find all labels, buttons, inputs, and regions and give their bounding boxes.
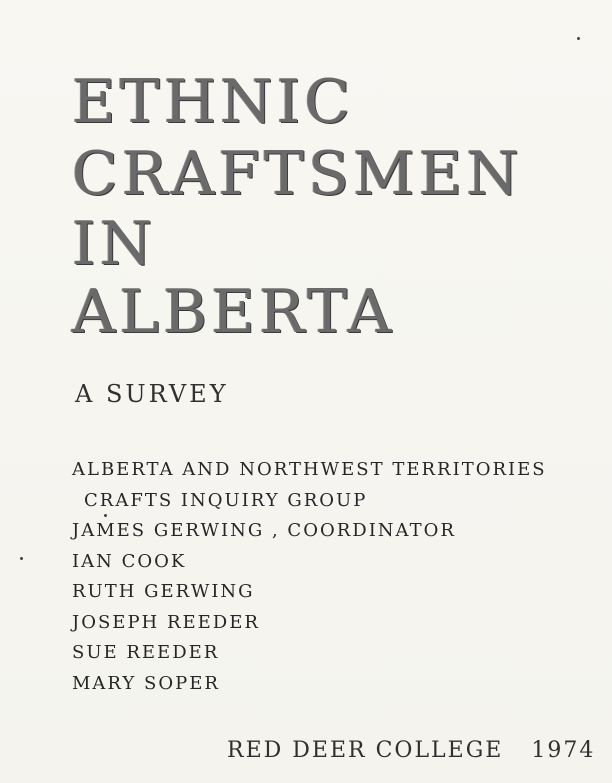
credit-line: CRAFTS INQUIRY GROUP [84, 489, 368, 511]
scan-speck [20, 557, 23, 560]
title-line-2: CRAFTSMEN [72, 139, 523, 209]
credit-line: MARY SOPER [72, 672, 220, 694]
subtitle: A SURVEY [75, 380, 229, 408]
publisher: RED DEER COLLEGE [227, 738, 504, 763]
title-line-3: IN [72, 209, 157, 279]
credit-line: ALBERTA AND NORTHWEST TERRITORIES [72, 459, 547, 480]
title-line-1: ETHNIC [72, 67, 355, 137]
footer [227, 738, 595, 763]
scan-speck [104, 514, 107, 517]
title-line-4: ALBERTA [72, 277, 396, 347]
credit-line: JAMES GERWING , COORDINATOR [72, 520, 456, 541]
credit-line: JOSEPH REEDER [72, 611, 260, 633]
credits-list [72, 455, 547, 699]
scan-speck [577, 37, 580, 40]
credit-line: SUE REEDER [72, 642, 220, 663]
publication-year: 1974 [531, 738, 596, 763]
credit-line: RUTH GERWING [72, 581, 255, 602]
credit-line: IAN COOK [72, 550, 187, 572]
